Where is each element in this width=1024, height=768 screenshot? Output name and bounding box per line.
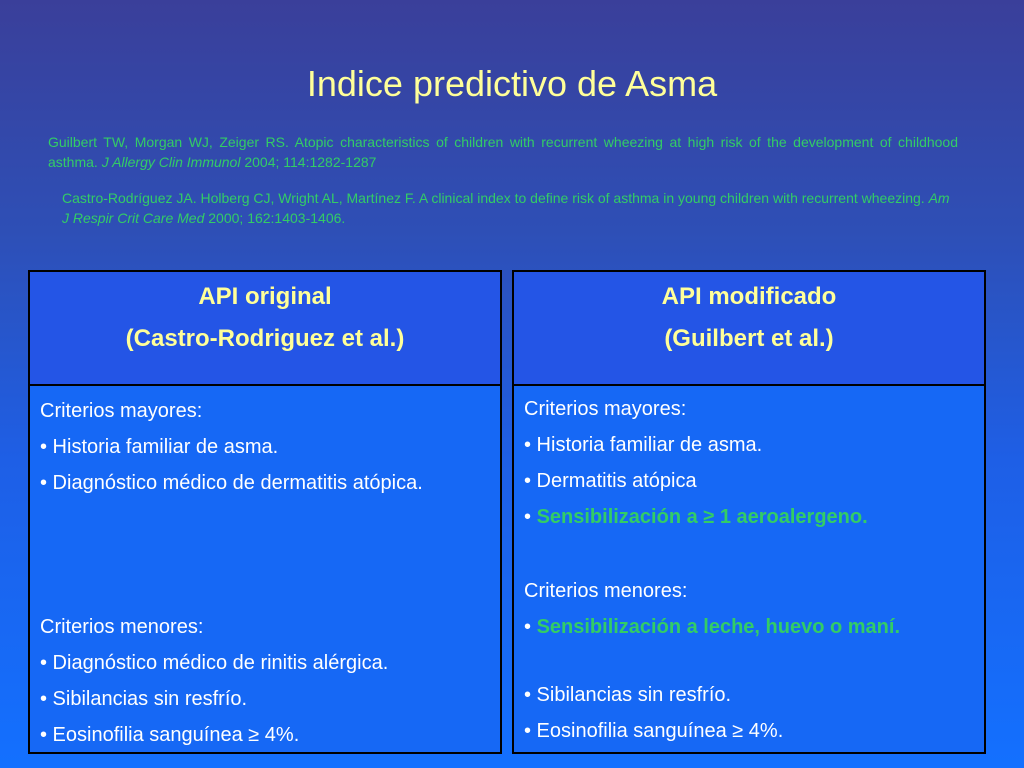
major-criteria-label: Criterios mayores:	[524, 398, 687, 420]
reference-tail: 2000; 162:1403-1406.	[204, 210, 346, 226]
major-criteria-label: Criterios mayores:	[40, 400, 203, 422]
criteria-item-highlight	[524, 502, 976, 532]
panel-body	[512, 384, 986, 754]
panel-heading: API original	[198, 283, 332, 310]
minor-criteria-label: Criterios menores:	[524, 580, 688, 602]
reference-tail: 2004; 114:1282-1287	[240, 154, 377, 170]
criteria-item: • Dermatitis atópica	[524, 470, 697, 492]
criteria-item: • Sibilancias sin resfrío.	[40, 688, 248, 710]
criteria-item: • Diagnóstico médico de dermatitis atópica.	[40, 472, 423, 494]
panel-heading: API modificado	[661, 283, 837, 310]
minor-criteria-label: Criterios menores:	[40, 616, 204, 638]
criteria-item: • Historia familiar de asma.	[40, 436, 279, 458]
criteria-item: • Eosinofilia sanguínea ≥ 4%.	[40, 724, 300, 746]
criteria-item: • Historia familiar de asma.	[524, 434, 763, 456]
panel-body	[28, 384, 502, 754]
highlight-text: Sensibilización a leche, huevo o maní.	[536, 616, 900, 638]
reference-guilbert	[48, 132, 958, 172]
reference-journal: Am J Respir Crit Care Med	[62, 190, 950, 226]
slide-title: Indice predictivo de Asma	[306, 63, 718, 104]
panel-subheading: (Castro-Rodriguez et al.)	[125, 325, 405, 352]
bullet: •	[524, 616, 537, 638]
panel-header	[512, 270, 986, 386]
reference-text: Guilbert TW, Morgan WJ, Zeiger RS. Atopic characteristics of children with recurrent wheezing at high risk of the development of childhood asthma.	[48, 134, 958, 170]
criteria-item: • Eosinofilia sanguínea ≥ 4%.	[524, 720, 784, 742]
reference-journal: J Allergy Clin Immunol	[101, 154, 241, 170]
panel-api-original	[28, 270, 502, 754]
reference-castro	[62, 188, 958, 228]
criteria-item: • Diagnóstico médico de rinitis alérgica.	[40, 652, 389, 674]
criteria-item: • Sibilancias sin resfrío.	[524, 684, 732, 706]
criteria-item-highlight	[524, 612, 976, 642]
panel-subheading: (Guilbert et al.)	[664, 325, 834, 352]
panel-header	[28, 270, 502, 386]
highlight-text: Sensibilización a ≥ 1 aeroalergeno.	[536, 506, 868, 528]
reference-text: Castro-Rodríguez JA. Holberg CJ, Wright AL, Martínez F. A clinical index to define risk of asthma in young children with recurrent wheezing.	[62, 190, 929, 206]
bullet: •	[524, 506, 537, 528]
panel-api-modificado	[512, 270, 986, 754]
